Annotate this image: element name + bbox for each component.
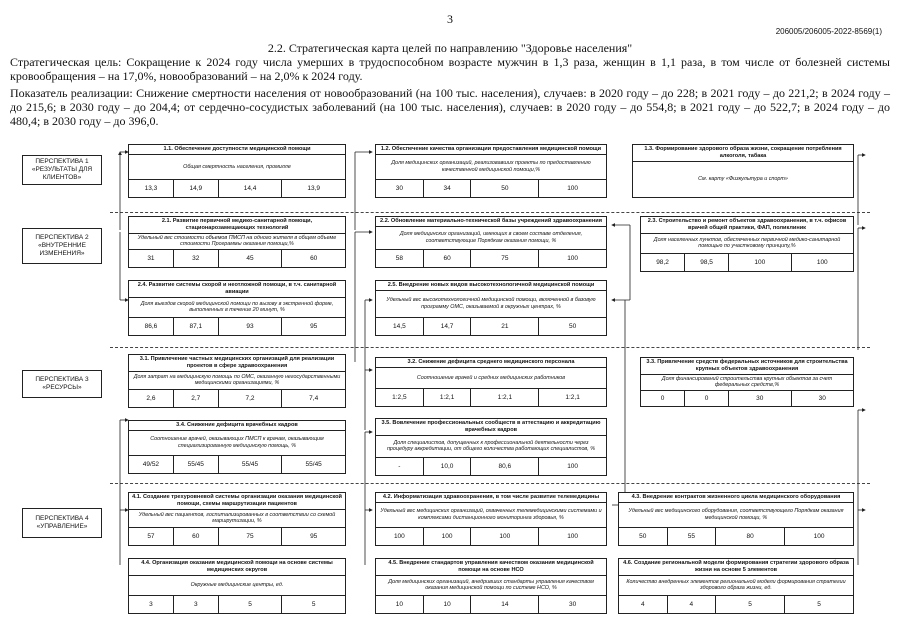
value-cell: 45 (219, 250, 283, 267)
value-cell: 10 (424, 596, 472, 613)
value-cell: 80,6 (471, 458, 539, 475)
goal-indicator: Доля медицинских организаций, внедривших стандарты управления качеством оказания медицинской помощи по системе НСО, % (388, 578, 594, 592)
separator-1-2 (110, 212, 870, 213)
value-cell: 58 (376, 250, 424, 267)
page-number: 3 (447, 12, 453, 26)
value-cell: 98,5 (685, 254, 729, 271)
goal-indicator: См. карту «Физкультура и спорт» (698, 176, 788, 182)
goal-title: 2.1. Развитие первичной медико-санитарной помощи, стационарозамещающих технологий (129, 217, 345, 234)
goal-box-3-2 (375, 357, 607, 407)
goal-indicator: Окружные медицинские центры, ед. (190, 582, 284, 588)
value-cell: 34 (424, 180, 472, 197)
goal-title: 3.2. Снижение дефицита среднего медицинского персонала (376, 358, 606, 368)
goal-indicator: Удельный вес высокотехнологичной медицинской помощи, включенной в базовую программу ОМС, оказываемой в окружных центрах, % (386, 297, 596, 310)
value-cell: 98,2 (641, 254, 685, 271)
goal-indicator: Доля выездов скорой медицинской помощи по вызову в экстренной форме, выполненных в течение 20 минут, % (140, 300, 334, 314)
goal-title: 3.3. Привлечение средств федеральных источников для строительства крупных объектов здравоохранения (641, 358, 853, 375)
value-cell: 80 (716, 528, 785, 545)
value-cell: 55/45 (219, 456, 283, 473)
goal-box-2-5 (375, 280, 607, 336)
goal-values (129, 389, 345, 407)
goal-indicator: Удельный вес стоимости объемов ПМСП на одного жителя в общем объеме стоимости Программы оказания помощи,% (137, 234, 337, 248)
value-cell: 100 (729, 254, 791, 271)
value-cell: - (376, 458, 424, 475)
value-cell: 10,0 (424, 458, 472, 475)
value-cell: 49/52 (129, 456, 174, 473)
perspective-2-label: ПЕРСПЕКТИВА 2 «ВНУТРЕННИЕ ИЗМЕНЕНИЯ» (22, 228, 102, 264)
goal-box-4-5 (375, 558, 607, 614)
goal-box-3-3 (640, 357, 854, 407)
goal-box-2-3 (640, 216, 854, 272)
goal-indicator: Удельный вес медицинского оборудования, соответствующего Порядкам оказания медицинской помощи, % (628, 508, 844, 521)
goal-title: 1.3. Формирование здорового образа жизни, сокращение потребления алкоголя, табака (633, 145, 853, 162)
value-cell: 100 (567, 533, 579, 540)
goal-values (376, 388, 606, 406)
goal-title: 2.3. Строительство и ремонт объектов здравоохранения, в т.ч. офисов врачей общей практики, ФАП, поликлиник (641, 217, 853, 234)
goal-values (376, 317, 606, 335)
goal-title: 4.1. Создание трехуровневой системы организации оказания медицинской помощи, схемы маршрутизации пациентов (129, 493, 345, 510)
indicator-text: Показатель реализации: Снижение смертности населения от новообразований (на 100 тыс. населения), случаев: в 2020 году – до 228; в 2021 году – до 221,2; в 2024 году – до 215,6; в 2030 году – до 204,4; от сердечно-сосудистых заболеваний (на 100 тыс. населения), случаев: в 2020 году – до 554,8; в 2021 году – до 522,7; в 2024 году – до 480,4; в 2030 году – до 396,0. (10, 86, 890, 128)
goal-values (129, 317, 345, 335)
value-cell: 3 (129, 596, 174, 613)
goal-indicator: Общая смертность населения, промилле (183, 163, 291, 170)
goal-values (129, 249, 345, 267)
goal-title: 4.4. Организация оказания медицинской помощи на основе системы медицинских округов (129, 559, 345, 576)
value-cell: 60 (310, 255, 318, 262)
goal-values (376, 595, 606, 613)
value-cell: 86,6 (129, 318, 174, 335)
value-cell: 0 (641, 391, 685, 406)
goal-title: 1.1. Обеспечение доступности медицинской помощи (129, 145, 345, 155)
value-cell: 55/45 (174, 456, 219, 473)
perspective-4-label: ПЕРСПЕКТИВА 4 «УПРАВЛЕНИЕ» (22, 508, 102, 538)
value-cell: 14 (471, 596, 539, 613)
goal-title: 2.2. Обновление материально-технической базы учреждений здравоохранения (376, 217, 606, 227)
value-cell: 7,4 (309, 395, 319, 402)
value-cell: 30 (818, 394, 826, 402)
goal-title: 3.1. Привлечение частных медицинских организаций для реализации проектов в сфере здравоохранения (129, 355, 345, 372)
value-cell: 100 (567, 255, 579, 262)
goal-indicator: Доля населенных пунктов, обеспеченных первичной медико-санитарной помощью по участковому принципу,% (653, 236, 841, 250)
value-cell: 21 (471, 318, 539, 335)
strategic-goal-text: Стратегическая цель: Сокращение к 2024 году числа умерших в трудоспособном возрасте мужчин в 1,3 раза, женщин в 1,1 раза, в том числе от болезней системы кровообращения – на 17,0%, новообразований – на 2,0% к 2024 году. (10, 55, 890, 83)
goal-values (619, 595, 853, 613)
value-cell: 30 (729, 391, 791, 406)
value-cell: 57 (129, 528, 174, 545)
value-cell: 14,9 (174, 180, 219, 197)
value-cell: 2,7 (174, 390, 219, 407)
value-cell: 50 (471, 180, 539, 197)
value-cell: 30 (569, 601, 577, 608)
value-cell: 4 (668, 596, 717, 613)
value-cell: 14,5 (376, 318, 424, 335)
document-id: 206005/206005-2022-8569(1) (775, 27, 882, 36)
separator-2-3 (110, 347, 870, 348)
goal-indicator: Доля медицинских организаций, реализовавших проекты по предоставлению качественной медицинской помощи,% (391, 160, 591, 173)
goal-indicator: Удельный вес медицинских организаций, охваченных телемедицинскими системами и комплексами дистанционного мониторинга здоровья, % (380, 508, 602, 521)
value-cell: 100 (424, 528, 472, 545)
value-cell: 50 (619, 528, 668, 545)
value-cell: 100 (813, 533, 825, 540)
goal-title: 4.6. Создание региональной модели формирования стратегии здорового образа жизни на основе 5 элементов (619, 559, 853, 576)
goal-values (376, 527, 606, 545)
value-cell: 100 (816, 259, 828, 266)
value-cell: 10 (376, 596, 424, 613)
goal-title: 4.5. Внедрение стандартов управления качеством оказания медицинской помощи на основе НСО (376, 559, 606, 576)
value-cell: 5 (219, 596, 283, 613)
goal-indicator: Доля финансирований строительства крупных объектов за счет федеральных средств,% (661, 375, 833, 389)
value-cell: 0 (685, 391, 729, 406)
goal-indicator: Доля затрат на медицинскую помощь по ОМС, оказанную негосударственными медицинскими организациями, % (133, 373, 341, 387)
perspective-1-label: ПЕРСПЕКТИВА 1 «РЕЗУЛЬТАТЫ ДЛЯ КЛИЕНТОВ» (22, 155, 102, 185)
value-cell: 93 (219, 318, 283, 335)
goal-values (376, 457, 606, 475)
goal-values (619, 527, 853, 545)
value-cell: 1:2,1 (471, 389, 539, 406)
goal-box-4-1 (128, 492, 346, 546)
goal-indicator: Соотношение врачей, оказывающих ПМСП к врачам, оказывающим специализированную медицинскую помощь, % (150, 436, 324, 449)
value-cell: 100 (471, 528, 539, 545)
goal-indicator: Доля специалистов, допущенных к профессиональной деятельности через процедуру аккредитации, от общего количества работающих специалистов, % (386, 439, 596, 453)
value-cell: 60 (174, 528, 219, 545)
value-cell: 30 (376, 180, 424, 197)
value-cell: 100 (567, 185, 579, 192)
value-cell: 55 (668, 528, 717, 545)
goal-indicator: Доля медицинских организаций, имеющих в своем составе отделения, соответствующие Порядкам оказания помощи, % (399, 231, 583, 244)
goal-title: 3.5. Вовлечение профессиональных сообществ в аттестацию и аккредитацию врачебных кадров (376, 419, 606, 436)
goal-values (129, 595, 345, 613)
value-cell: 13,3 (129, 180, 174, 197)
value-cell: 75 (219, 528, 283, 545)
value-cell: 31 (129, 250, 174, 267)
value-cell: 7,2 (219, 390, 283, 407)
separator-3-4 (110, 483, 870, 484)
value-cell: 13,9 (307, 185, 320, 192)
goal-box-1-3 (632, 144, 854, 198)
goal-box-3-5 (375, 418, 607, 476)
value-cell: 100 (567, 463, 579, 470)
goal-box-4-3 (618, 492, 854, 546)
value-cell: 95 (310, 323, 318, 330)
value-cell: 3 (174, 596, 219, 613)
goal-title: 2.5. Внедрение новых видов высокотехнологичной медицинской помощи (376, 281, 606, 291)
goal-values (129, 455, 345, 473)
goal-title: 2.4. Развитие системы скорой и неотложной помощи, в т.ч. санитарной авиации (129, 281, 345, 298)
goal-values (641, 253, 853, 271)
value-cell: 50 (569, 323, 577, 330)
goal-title: 4.3. Внедрение контрактов жизненного цикла медицинского оборудования (619, 493, 853, 503)
goal-box-4-6 (618, 558, 854, 614)
goal-box-3-4 (128, 420, 346, 474)
goal-box-2-1 (128, 216, 346, 268)
goal-values (376, 179, 606, 197)
goal-box-1-2 (375, 144, 607, 198)
value-cell: 75 (471, 250, 539, 267)
value-cell: 100 (376, 528, 424, 545)
value-cell: 14,7 (424, 318, 472, 335)
value-cell: 60 (424, 250, 472, 267)
perspective-3-label: ПЕРСПЕКТИВА 3 «РЕСУРСЫ» (22, 370, 102, 398)
goal-box-3-1 (128, 354, 346, 408)
value-cell: 2,6 (129, 390, 174, 407)
value-cell: 5 (311, 601, 316, 608)
goal-values (129, 527, 345, 545)
value-cell: 32 (174, 250, 219, 267)
value-cell: 55/45 (305, 461, 322, 468)
value-cell: 1:2,5 (376, 389, 424, 406)
value-cell: 4 (619, 596, 668, 613)
goal-values (376, 249, 606, 267)
goal-title: 3.4. Снижение дефицита врачебных кадров (129, 421, 345, 431)
value-cell: 14,4 (219, 180, 283, 197)
goal-indicator: Количество внедренных элементов региональной модели формирования стратегии здорового образа жизни, ед. (626, 578, 846, 592)
goal-box-2-2 (375, 216, 607, 268)
value-cell: 87,1 (174, 318, 219, 335)
goal-values (641, 390, 853, 406)
section-title: 2.2. Стратегическая карта целей по направлению "Здоровье населения" (267, 41, 633, 55)
goal-indicator: Удельный вес пациентов, госпитализированных в соответствии со схемой маршрутизации, % (138, 511, 336, 525)
goal-box-4-2 (375, 492, 607, 546)
goal-title: 1.2. Обеспечение качества организации предоставления медицинской помощи (376, 145, 606, 155)
value-cell: 1:2,1 (424, 389, 472, 406)
goal-title: 4.2. Информатизация здравоохранения, в том числе развитие телемедицины (376, 493, 606, 503)
value-cell: 5 (817, 601, 821, 608)
value-cell: 95 (310, 533, 318, 540)
goal-indicator: Соотношение врачей и средних медицинских работников (416, 374, 566, 381)
goal-box-1-1 (128, 144, 346, 198)
goal-box-2-4 (128, 280, 346, 336)
goal-box-4-4 (128, 558, 346, 614)
value-cell: 1:2,1 (565, 394, 580, 401)
value-cell: 5 (716, 596, 785, 613)
goal-values (129, 179, 345, 197)
